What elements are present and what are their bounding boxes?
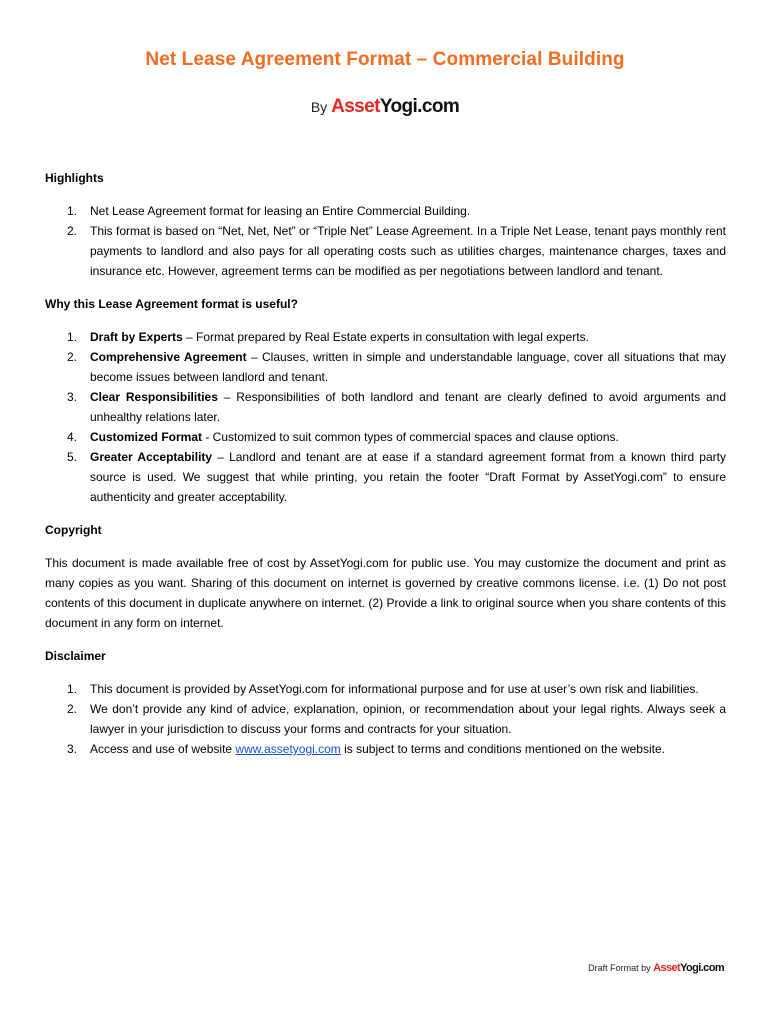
list-item: 5. Greater Acceptability – Landlord and tenant are at ease if a standard agreement format from a known third party source is used. We suggest that while printing, you retain the footer “Draft Format by AssetYogi.com” to ensure authenticity and greater acceptability. xyxy=(67,450,726,504)
list-item: 3. Access and use of website www.assetyogi.com is subject to terms and conditions mentioned on the website. xyxy=(67,742,665,756)
list-item: 3. Clear Responsibilities – Responsibilities of both landlord and tenant are clearly defined to avoid arguments and unhealthy relations later. xyxy=(67,390,727,424)
page-footer xyxy=(588,962,724,974)
list-item: 4. Customized Format - Customized to suit common types of commercial spaces and clause options. xyxy=(67,430,619,444)
page-title: Net Lease Agreement Format – Commercial Building xyxy=(145,49,625,70)
list-item: 2. We don’t provide any kind of advice, explanation, opinion, or recommendation about your legal rights. Always seek a lawyer in your jurisdiction to discuss your forms and contracts for your situation. xyxy=(67,702,726,736)
footer-text: Draft Format by xyxy=(588,963,651,973)
copyright-heading: Copyright xyxy=(45,523,102,537)
assetyogi-website-link[interactable]: www.assetyogi.com xyxy=(235,742,341,756)
logo-asset: Asset xyxy=(331,96,380,117)
byline-by: By xyxy=(310,99,328,115)
useful-heading: Why this Lease Agreement format is useful? xyxy=(45,297,298,311)
disclaimer-heading: Disclaimer xyxy=(45,649,106,663)
logo-yogi: Yogi.com xyxy=(379,96,460,117)
list-item: 1. Net Lease Agreement format for leasing an Entire Commercial Building. xyxy=(67,204,471,218)
highlights-heading: Highlights xyxy=(45,171,104,185)
disclaimer-list xyxy=(45,679,726,759)
highlights-list xyxy=(45,201,726,281)
list-item: 2. Comprehensive Agreement – Clauses, written in simple and understandable language, cover all situations that may become issues between landlord and tenant. xyxy=(67,350,727,384)
document-body xyxy=(45,168,726,759)
copyright-text: This document is made available free of cost by AssetYogi.com for public use. You may customize the document and print as many copies as you want. Sharing of this document on internet is governed by creative commons license. i.e. (1) Do not post contents of this document in duplicate anywhere on internet. (2) Provide a link to original source when you share contents of this document in any form on internet. xyxy=(45,556,726,630)
list-item: 2. This format is based on “Net, Net, Net” or “Triple Net” Lease Agreement. In a Triple Net Lease, tenant pays monthly rent payments to landlord and also pays for all operating costs such as utilities charges, maintenance charges, taxes and insurance etc. However, agreement terms can be modified as per negotiations between landlord and tenant. xyxy=(67,224,726,278)
assetyogi-logo xyxy=(331,96,459,117)
footer-logo: AssetYogi.com xyxy=(653,962,724,974)
list-item: 1. Draft by Experts – Format prepared by Real Estate experts in consultation with legal experts. xyxy=(67,330,589,344)
useful-list xyxy=(45,327,726,507)
list-item: 1. This document is provided by AssetYogi.com for informational purpose and for use at user’s own risk and liabilities. xyxy=(67,682,699,696)
byline xyxy=(0,96,770,118)
